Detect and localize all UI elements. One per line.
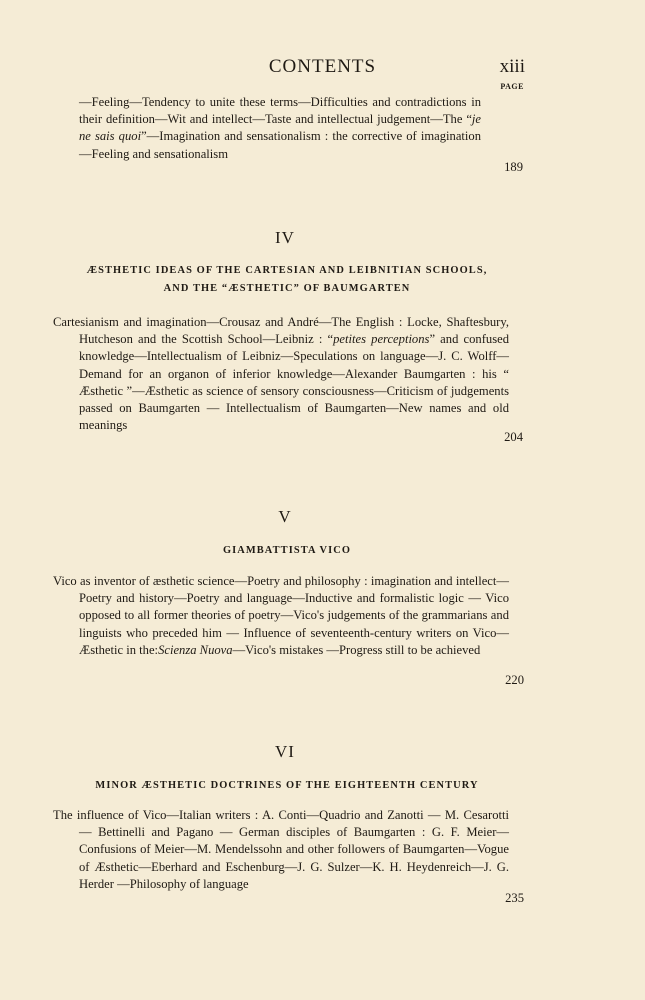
entry-text: Cartesianism and imagination—Crousaz and André—The English : Locke, Shaftesbury, Hutcheson and the Scottish School—Leibniz : “ bbox=[53, 315, 509, 347]
toc-entry bbox=[53, 314, 509, 434]
toc-page-number: 220 bbox=[505, 673, 524, 687]
toc-page-number: 204 bbox=[504, 430, 523, 444]
entry-text: Vico as inventor of æsthetic science—Poetry and philosophy : imagination and intellect—Poetry and history—Poetry and language—Inductive and formalistic logic — Vico opposed to all former theories of poetry—Vico's judgements of the grammarians and linguists who preceded him — Influence of seventeenth-century writers on Vico—Æsthetic in the: bbox=[53, 574, 509, 657]
entry-text: ”—Imagination and sensationalism : the corrective of imagination—Feeling and sensationalism bbox=[79, 129, 481, 161]
entry-text: —Feeling—Tendency to unite these terms—Difficulties and contradictions in their definition—Wit and intellect—Taste and intellectual judgement—The “ bbox=[79, 95, 481, 127]
toc-page-number: 235 bbox=[505, 891, 524, 905]
entry-text: —Vico's mistakes —Progress still to be achieved bbox=[232, 642, 481, 657]
chapter-title-line: AND THE “ÆSTHETIC” OF BAUMGARTEN bbox=[163, 283, 411, 294]
running-title: CONTENTS bbox=[268, 56, 377, 77]
chapter-numeral: V bbox=[278, 507, 292, 526]
toc-entry bbox=[53, 807, 509, 893]
chapter-numeral: VI bbox=[275, 742, 295, 761]
entry-italic: Scienza Nuova bbox=[158, 642, 233, 657]
entry-italic: petites perceptions bbox=[333, 332, 430, 347]
chapter-title bbox=[48, 777, 526, 795]
entry-text: ” and confused knowledge—Intellectualism of Leibniz—Speculations on language—J. C. Wolff—Demand for an organon of inferior knowledge—Alexander Baumgarten : his “ Æsthetic ”—Æsthetic as science of sensory consciousness—Criticism of judgements passed on Baumgarten — Intellectualism of Baumgarten—New names and old meanings bbox=[79, 332, 509, 433]
toc-entry-continued bbox=[79, 94, 481, 163]
chapter-title-line: MINOR ÆSTHETIC DOCTRINES OF THE EIGHTEENTH CENTURY bbox=[95, 780, 479, 791]
chapter-numeral: IV bbox=[275, 228, 295, 247]
chapter-title-line: ÆSTHETIC IDEAS OF THE CARTESIAN AND LEIBNITIAN SCHOOLS, bbox=[86, 265, 488, 276]
entry-italic: je ne sais quoi bbox=[79, 112, 481, 144]
folio-page-number: xiii bbox=[499, 56, 525, 77]
chapter-title bbox=[48, 262, 526, 298]
chapter-title bbox=[48, 542, 526, 560]
toc-entry bbox=[53, 573, 509, 659]
chapter-title-line: GIAMBATTISTA VICO bbox=[222, 545, 352, 556]
entry-text: The influence of Vico—Italian writers : A. Conti—Quadrio and Zanotti — M. Cesarotti — Bettinelli and Pagano — German disciples of Baumgarten : G. F. Meier—Confusions of Meier—M. Mendelssohn and other followers of Baumgarten—Vogue of Æsthetic—Eberhard and Eschenburg—J. G. Sulzer—K. H. Heydenreich—J. G. Herder —Philosophy of language bbox=[53, 808, 509, 891]
page-column-label: PAGE bbox=[500, 82, 524, 91]
toc-page-number: 189 bbox=[504, 160, 523, 174]
